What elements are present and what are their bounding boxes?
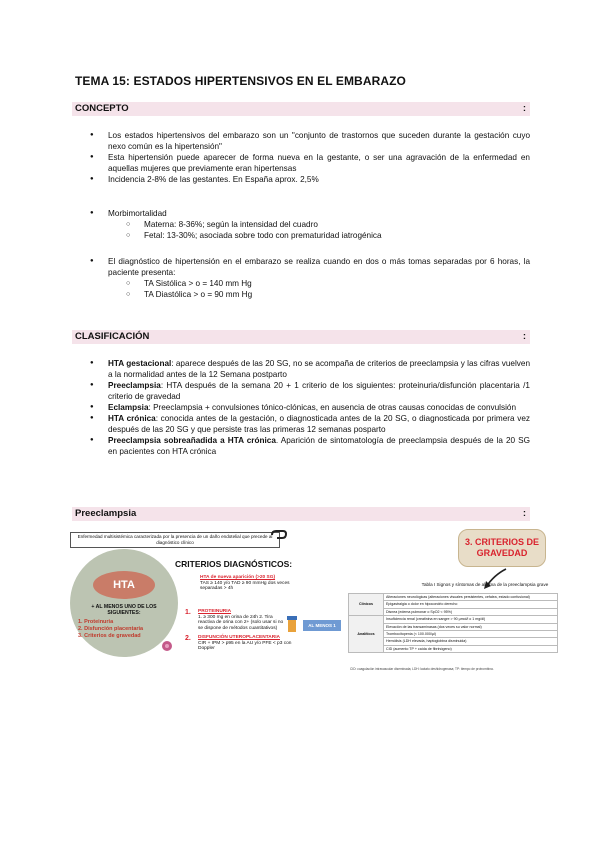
- gravedad-box: 3. CRITERIOS DE GRAVEDAD: [458, 529, 546, 567]
- criteria-title: CRITERIOS DIAGNÓSTICOS:: [175, 559, 293, 569]
- definition: : aparece después de las 20 SG, no se acompaña de criterios de preeclampsia y las cifras vuelven a la normalidad antes de la 12 Semana postparto: [108, 359, 530, 379]
- item-text: Morbimortalidad: [108, 209, 167, 218]
- table-cell: Alteraciones neurológicas (alteraciones visuales persistentes, cefalea, estado confusional): [384, 594, 558, 601]
- table-category: Analíticos: [349, 616, 384, 653]
- urine-cup-icon: [286, 615, 298, 633]
- sub-item: ○ Materna: 8-36%; según la intensidad del cuadro: [126, 219, 530, 230]
- concepto-item: ● Esta hipertensión puede aparecer de forma nueva en la gestante, o ser una agravación de la enfermedad en aquellas mujeres que previamente eran hipertensas: [90, 152, 530, 174]
- term: HTA crónica: [108, 414, 156, 423]
- table-cell: Trombocitopenia (< 100.000/µl): [384, 631, 558, 638]
- section-header-clasificacion: [72, 330, 530, 344]
- sub-item: ○ TA Sistólica > o = 140 mm Hg: [126, 278, 530, 289]
- table-title: Tabla I Signos y síntomas de alarma de la preeclampsia grave: [421, 582, 549, 587]
- clasificacion-item: [90, 358, 530, 380]
- term: Preeclampsia sobreañadida a HTA crónica: [108, 436, 276, 445]
- criterion-number: 2.: [185, 635, 191, 642]
- morbimortalidad-list: [90, 208, 530, 241]
- hta-criterion: 3. Criterios de gravedad: [78, 633, 141, 639]
- concepto-item: ● Incidencia 2-8% de las gestantes. En España aprox. 2,5%: [90, 174, 530, 185]
- criterion-proteinuria: [198, 609, 286, 631]
- term: Preeclampsia: [108, 381, 161, 390]
- section-title: CLASIFICACIÓN: [75, 331, 150, 342]
- table-cell: Hemólisis (LDH elevada, haptoglobina disminuida): [384, 638, 558, 645]
- section-colon: :: [522, 508, 526, 519]
- table-cell: Disnea (edema pulmonar o SpO2 < 95%): [384, 608, 558, 615]
- concepto-list: [90, 130, 530, 185]
- section-colon: :: [522, 331, 526, 342]
- criterion-number: 1.: [185, 609, 191, 616]
- table-row: [349, 594, 558, 601]
- arrow-icon: [480, 567, 510, 591]
- clasificacion-list: [90, 358, 530, 457]
- clasificacion-item: [90, 413, 530, 435]
- hta-subtitle: + AL MENOS UNO DE LOS SIGUIENTES:: [91, 604, 157, 616]
- criterion-disfuncion: [198, 635, 308, 652]
- hta-criterion: 1. Proteinuria: [78, 619, 114, 625]
- table-cell: Insuficiencia renal (creatinina en sangre > 90 µmol/l o 1 mg/dl): [384, 616, 558, 623]
- definition: : HTA después de la semana 20 + 1 criterio de los siguientes: proteinuria/disfunción placentaria /1 criterio de gravedad: [108, 381, 530, 401]
- page-title: TEMA 15: ESTADOS HIPERTENSIVOS EN EL EMBARAZO: [75, 74, 406, 88]
- placenta-icon: [160, 639, 174, 653]
- concepto-item: ● Los estados hipertensivos del embarazo son un "conjunto de trastornos que suceden durante la gestación cuyo nexo común es la hipertensión": [90, 130, 530, 152]
- hta-criterion: 2. Disfunción placentaria: [78, 626, 144, 632]
- term: Eclampsia: [108, 403, 149, 412]
- concepto-item: [90, 208, 530, 241]
- al-menos-badge: AL MENOS 1: [303, 620, 341, 631]
- item-text: El diagnóstico de hipertensión en el embarazo se realiza cuando en dos o más tomas separadas por 6 horas, la paciente presenta:: [108, 257, 530, 277]
- table-category: Clínicos: [349, 594, 384, 616]
- criterion-hta: [200, 575, 300, 592]
- concepto-item: [90, 256, 530, 300]
- sub-item: ○ Fetal: 13-30%; asociada sobre todo con prematuridad iatrogénica: [126, 230, 530, 241]
- definition: : Preeclampsia + convulsiones tónico-clónicas, en ausencia de otras causas conocidas de convulsión: [148, 403, 517, 412]
- section-header-concepto: [72, 102, 530, 116]
- criterion-text: TAS ≥ 140 y/o TAD ≥ 90 mmHg dos veces separadas > 4h: [200, 580, 290, 592]
- table-cell: Elevación de las transaminasas (dos veces su valor normal): [384, 623, 558, 630]
- criterion-text: CIR + IPM > p95 en la AU y/o PFE < p3 con Doppler: [198, 640, 292, 652]
- gravedad-table: [348, 593, 558, 653]
- diagnostico-list: [90, 256, 530, 300]
- table-footnote: CID: coagulación intravascular diseminada; LDH: lactato deshidrogenasa; TP: tiempo de protrombina.: [350, 667, 494, 671]
- term: HTA gestacional: [108, 359, 172, 368]
- section-title: Preeclampsia: [75, 508, 137, 519]
- section-title: CONCEPTO: [75, 103, 129, 114]
- clasificacion-item: [90, 380, 530, 402]
- definition: . Aparición de sintomatología de preeclampsia después de la 20 SG en pacientes con HTA crónica: [108, 436, 531, 456]
- table-cell: Epigastralgia o dolor en hipocondrio derecho: [384, 601, 558, 608]
- paperclip-icon: [270, 529, 288, 541]
- clasificacion-item: [90, 435, 530, 457]
- criterion-text: 1. ≥ 300 mg en orina de 24h 2. Tira reactiva de orina con 2+ (solo usar si no se dispone de métodos cuantitativos): [198, 614, 284, 631]
- sub-item: ○ TA Diastólica > o = 90 mm Hg: [126, 289, 530, 300]
- criterion-heading: PROTEINURIA: [198, 609, 232, 614]
- criterion-heading: HTA de nueva aparición (>20 SG): [200, 575, 276, 580]
- clasificacion-item: [90, 402, 530, 413]
- table-cell: CID (aumento TP + caída de fibrinógeno): [384, 645, 558, 652]
- hta-oval: HTA: [93, 571, 155, 599]
- preeclampsia-figure: [60, 527, 600, 677]
- section-colon: :: [522, 103, 526, 114]
- section-header-preeclampsia: [72, 507, 530, 521]
- table-row: [349, 616, 558, 623]
- criterion-heading: DISFUNCIÓN UTEROPLACENTARIA: [198, 635, 280, 640]
- definition-box: Enfermedad multisistémica caracterizada por la presencia de un daño endotelial que precede al diagnóstico clínico: [70, 532, 280, 548]
- definition: : conocida antes de la gestación, o diagnosticada antes de la 20 SG, o diagnosticada por primera vez después de las 20 SG y que persiste tras las primeras 12 semanas posparto: [108, 414, 530, 434]
- hta-criteria-list: [78, 619, 143, 640]
